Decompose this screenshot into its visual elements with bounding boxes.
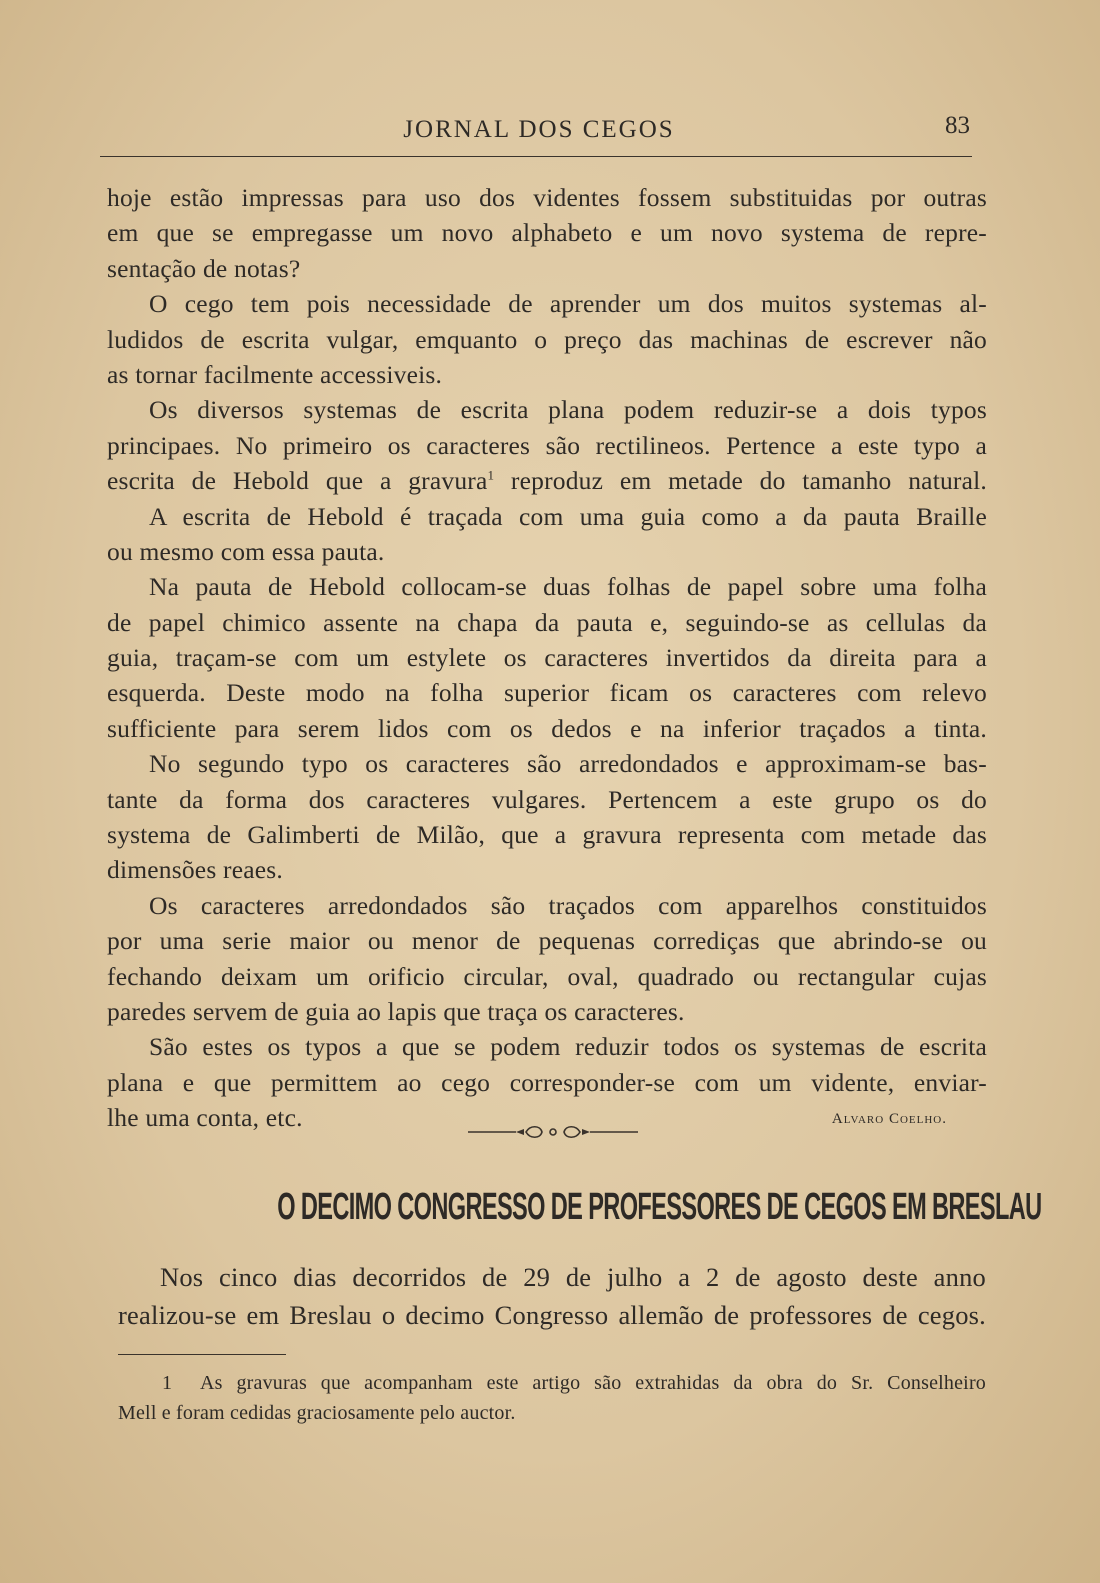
text-line: hoje estão impressas para uso dos videntes fossem substituidas por outras xyxy=(107,183,987,212)
text-line: sufficiente para serem lidos com os dedos e na inferior traçados a tinta. xyxy=(107,713,987,743)
text-line: tante da forma dos caracteres vulgares. Pertencem a este grupo os do xyxy=(107,784,987,814)
page-number: 83 xyxy=(945,112,970,139)
footnote-line: Mell e foram cedidas graciosamente pelo auctor. xyxy=(118,1402,516,1424)
text-line: systema de Galimberti de Milão, que a gravura representa com metade das xyxy=(107,820,987,850)
text-line: Os diversos systemas de escrita plana podem reduzir-se a dois typos xyxy=(149,395,987,425)
running-head xyxy=(108,112,970,152)
text-line: guia, traçam-se com um estylete os caracteres invertidos da direita para a xyxy=(107,643,987,673)
footnote-number: 1 xyxy=(162,1372,173,1394)
text-line: ludidos de escrita vulgar, emquanto o preço das machinas de escrever não xyxy=(107,324,987,354)
text-line: A escrita de Hebold é traçada com uma guia como a da pauta Braille xyxy=(149,501,987,531)
text-line: Nos cinco dias decorridos de 29 de julho a 2 de agosto deste anno xyxy=(160,1262,986,1292)
running-title: JORNAL DOS CEGOS xyxy=(403,116,675,143)
text-line xyxy=(107,463,987,498)
text-segment: escrita de Hebold que a gravura xyxy=(107,466,488,496)
text-line: dimensões reaes. xyxy=(107,855,283,885)
footnote xyxy=(118,1368,986,1428)
text-line: de papel chimico assente na chapa da pauta e, seguindo-se as cellulas da xyxy=(107,607,987,637)
text-segment: lhe uma conta, etc. xyxy=(107,1103,303,1133)
text-line: por uma serie maior ou menor de pequenas corrediças que abrindo-se ou xyxy=(107,926,987,956)
text-segment: reproduz em metade do tamanho natural. xyxy=(510,466,987,496)
text-line: principaes. No primeiro os caracteres são rectilineos. Pertence a este typo a xyxy=(107,430,987,460)
text-line: O cego tem pois necessidade de aprender um dos muitos systemas al- xyxy=(149,289,987,319)
text-segment: As gravuras que acompanham este artigo são extrahidas da obra do Sr. Conselheiro xyxy=(199,1372,987,1394)
ornament-divider xyxy=(468,1120,638,1144)
text-line: as tornar facilmente accessiveis. xyxy=(107,359,443,389)
text-line: plana e que permittem ao cego corresponder-se com um vidente, enviar- xyxy=(107,1067,987,1097)
text-line: paredes servem de guia ao lapis que traça os caracteres. xyxy=(107,996,685,1026)
text-line: Na pauta de Hebold collocam-se duas folhas de papel sobre uma folha xyxy=(149,572,987,602)
section-body xyxy=(118,1258,986,1334)
text-line: Os caracteres arredondados são traçados com apparelhos constituidos xyxy=(149,890,987,920)
footnote-reference: 1 xyxy=(487,467,495,483)
section-title: O DECIMO CONGRESSO DE PROFESSORES DE CEGOS EM BRESLAU xyxy=(277,1186,1042,1228)
text-line: São estes os typos a que se podem reduzir todos os systemas de escrita xyxy=(149,1032,987,1062)
text-line: realizou-se em Breslau o decimo Congresso allemão de professores de cegos. xyxy=(118,1300,986,1330)
article-body xyxy=(107,180,987,1136)
author-signature: Alvaro Coelho. xyxy=(831,1111,947,1128)
text-line: ou mesmo com essa pauta. xyxy=(107,536,385,566)
text-line: em que se empregasse um novo alphabeto e um novo systema de repre- xyxy=(107,218,987,248)
text-line: esquerda. Deste modo na folha superior ficam os caracteres com relevo xyxy=(107,678,987,708)
footnote-line xyxy=(118,1368,986,1398)
footnote-rule xyxy=(118,1354,286,1355)
text-line: sentação de notas? xyxy=(107,253,301,283)
text-line: fechando deixam um orificio circular, oval, quadrado ou rectangular cujas xyxy=(107,961,987,991)
text-line: No segundo typo os caracteres são arredondados e approximam-se bas- xyxy=(149,749,987,779)
header-rule xyxy=(100,156,972,157)
